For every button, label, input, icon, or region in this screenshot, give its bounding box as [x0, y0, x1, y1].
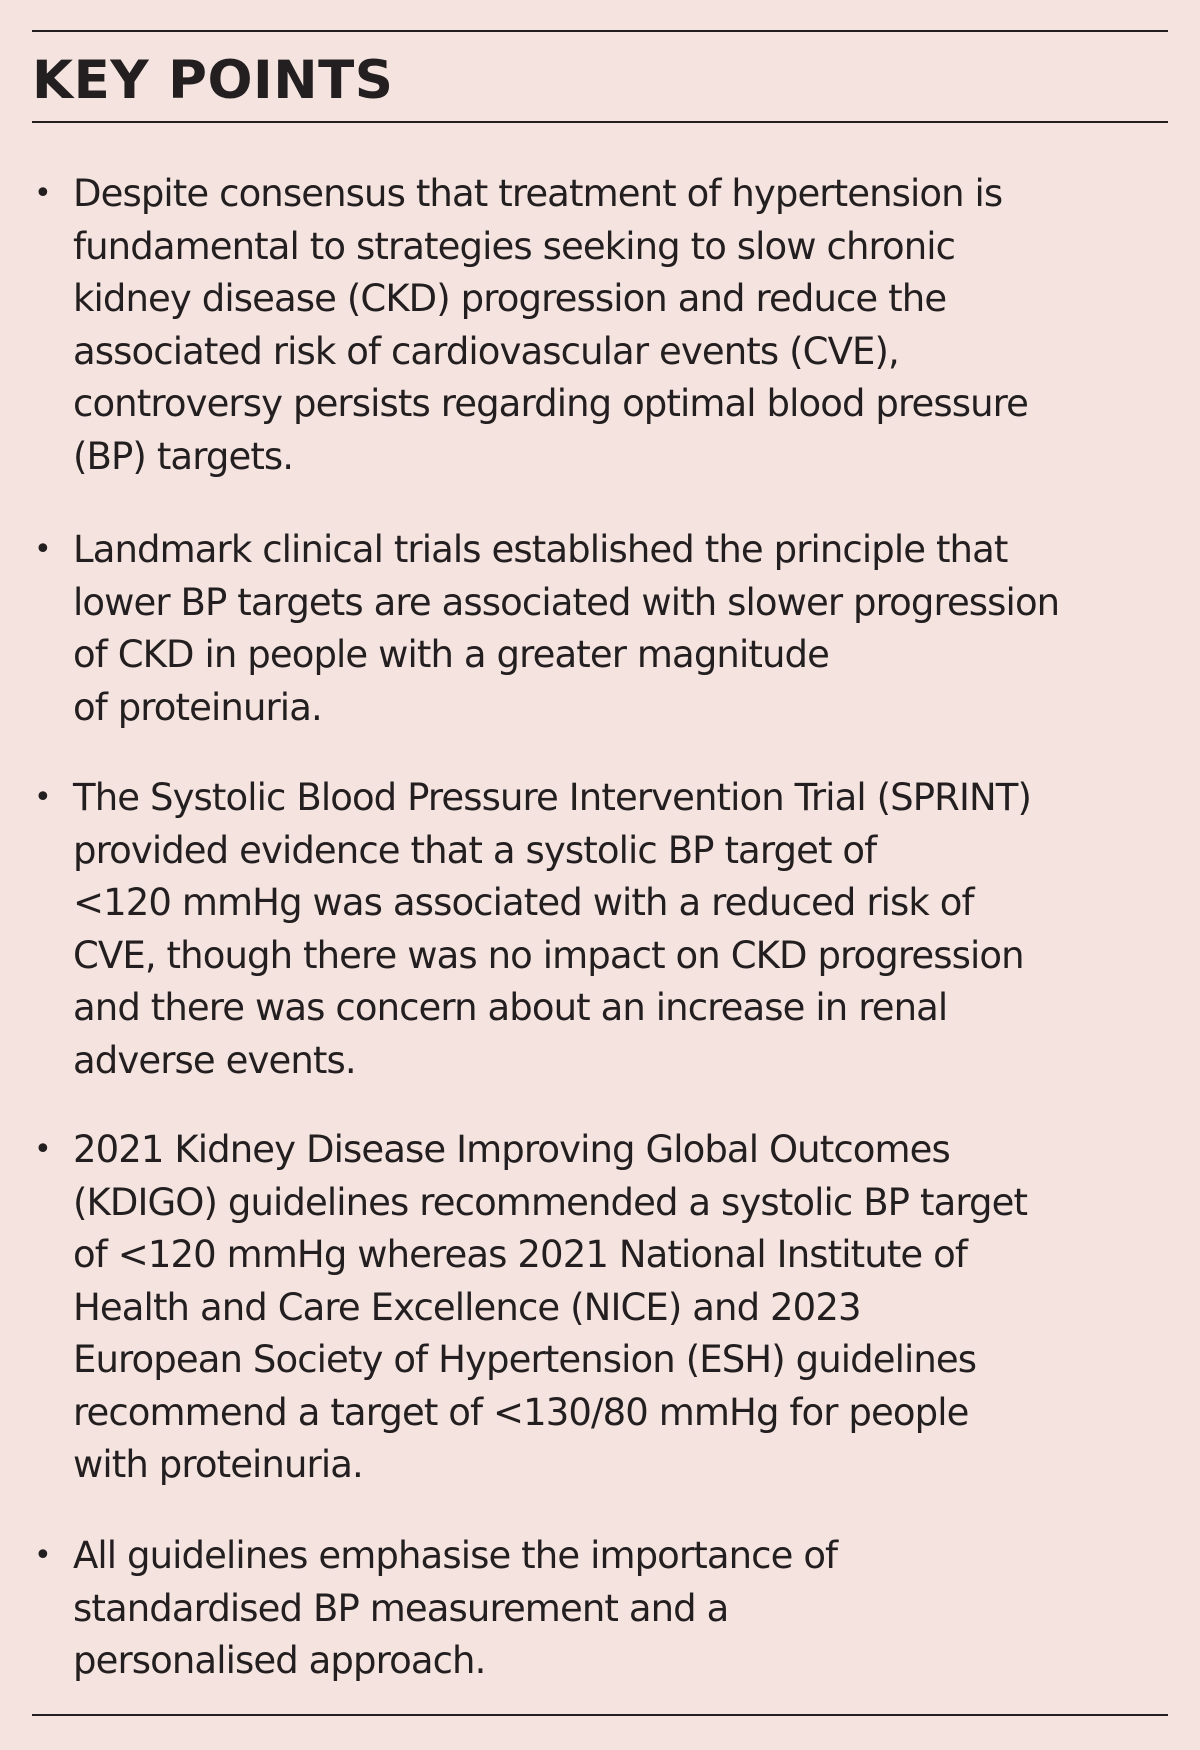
bullet-icon: • [34, 1132, 52, 1167]
key-point-text: All guidelines emphasise the importance of standardised BP measurement and a personalised approach. [73, 1534, 838, 1682]
bullet-icon: • [34, 780, 52, 815]
key-point-text: Landmark clinical trials established the principle that lower BP targets are associated with slower progression of CKD in people with a greater magnitude of proteinuria. [73, 528, 1060, 729]
bullet-icon: • [34, 1538, 52, 1573]
bottom-rule [32, 1714, 1168, 1716]
bullet-icon: • [34, 176, 52, 211]
bullet-icon: • [34, 532, 52, 567]
key-point-text: Despite consensus that treatment of hypertension is fundamental to strategies seeking to slow chronic kidney disease (CKD) progression and reduce the associated risk of cardiovascular events (CVE), controversy persists regarding optimal blood pressure (BP) targets. [73, 172, 1029, 478]
heading-rule [32, 121, 1168, 123]
key-point-text: The Systolic Blood Pressure Intervention Trial (SPRINT) provided evidence that a systolic BP target of <120 mmHg was associated with a reduced risk of CVE, though there was no impact on CKD progression and there was concern about an increase in renal adverse events. [73, 776, 1032, 1082]
top-rule [32, 30, 1168, 32]
key-points-heading: KEY POINTS [32, 50, 394, 111]
key-point-text: 2021 Kidney Disease Improving Global Outcomes (KDIGO) guidelines recommended a systolic BP target of <120 mmHg whereas 2021 National Institute of Health and Care Excellence (NICE) and 2023 European Society of Hypertension (ESH) guidelines recommend a target of <130/80 mmHg for people with proteinuria. [73, 1128, 1028, 1486]
